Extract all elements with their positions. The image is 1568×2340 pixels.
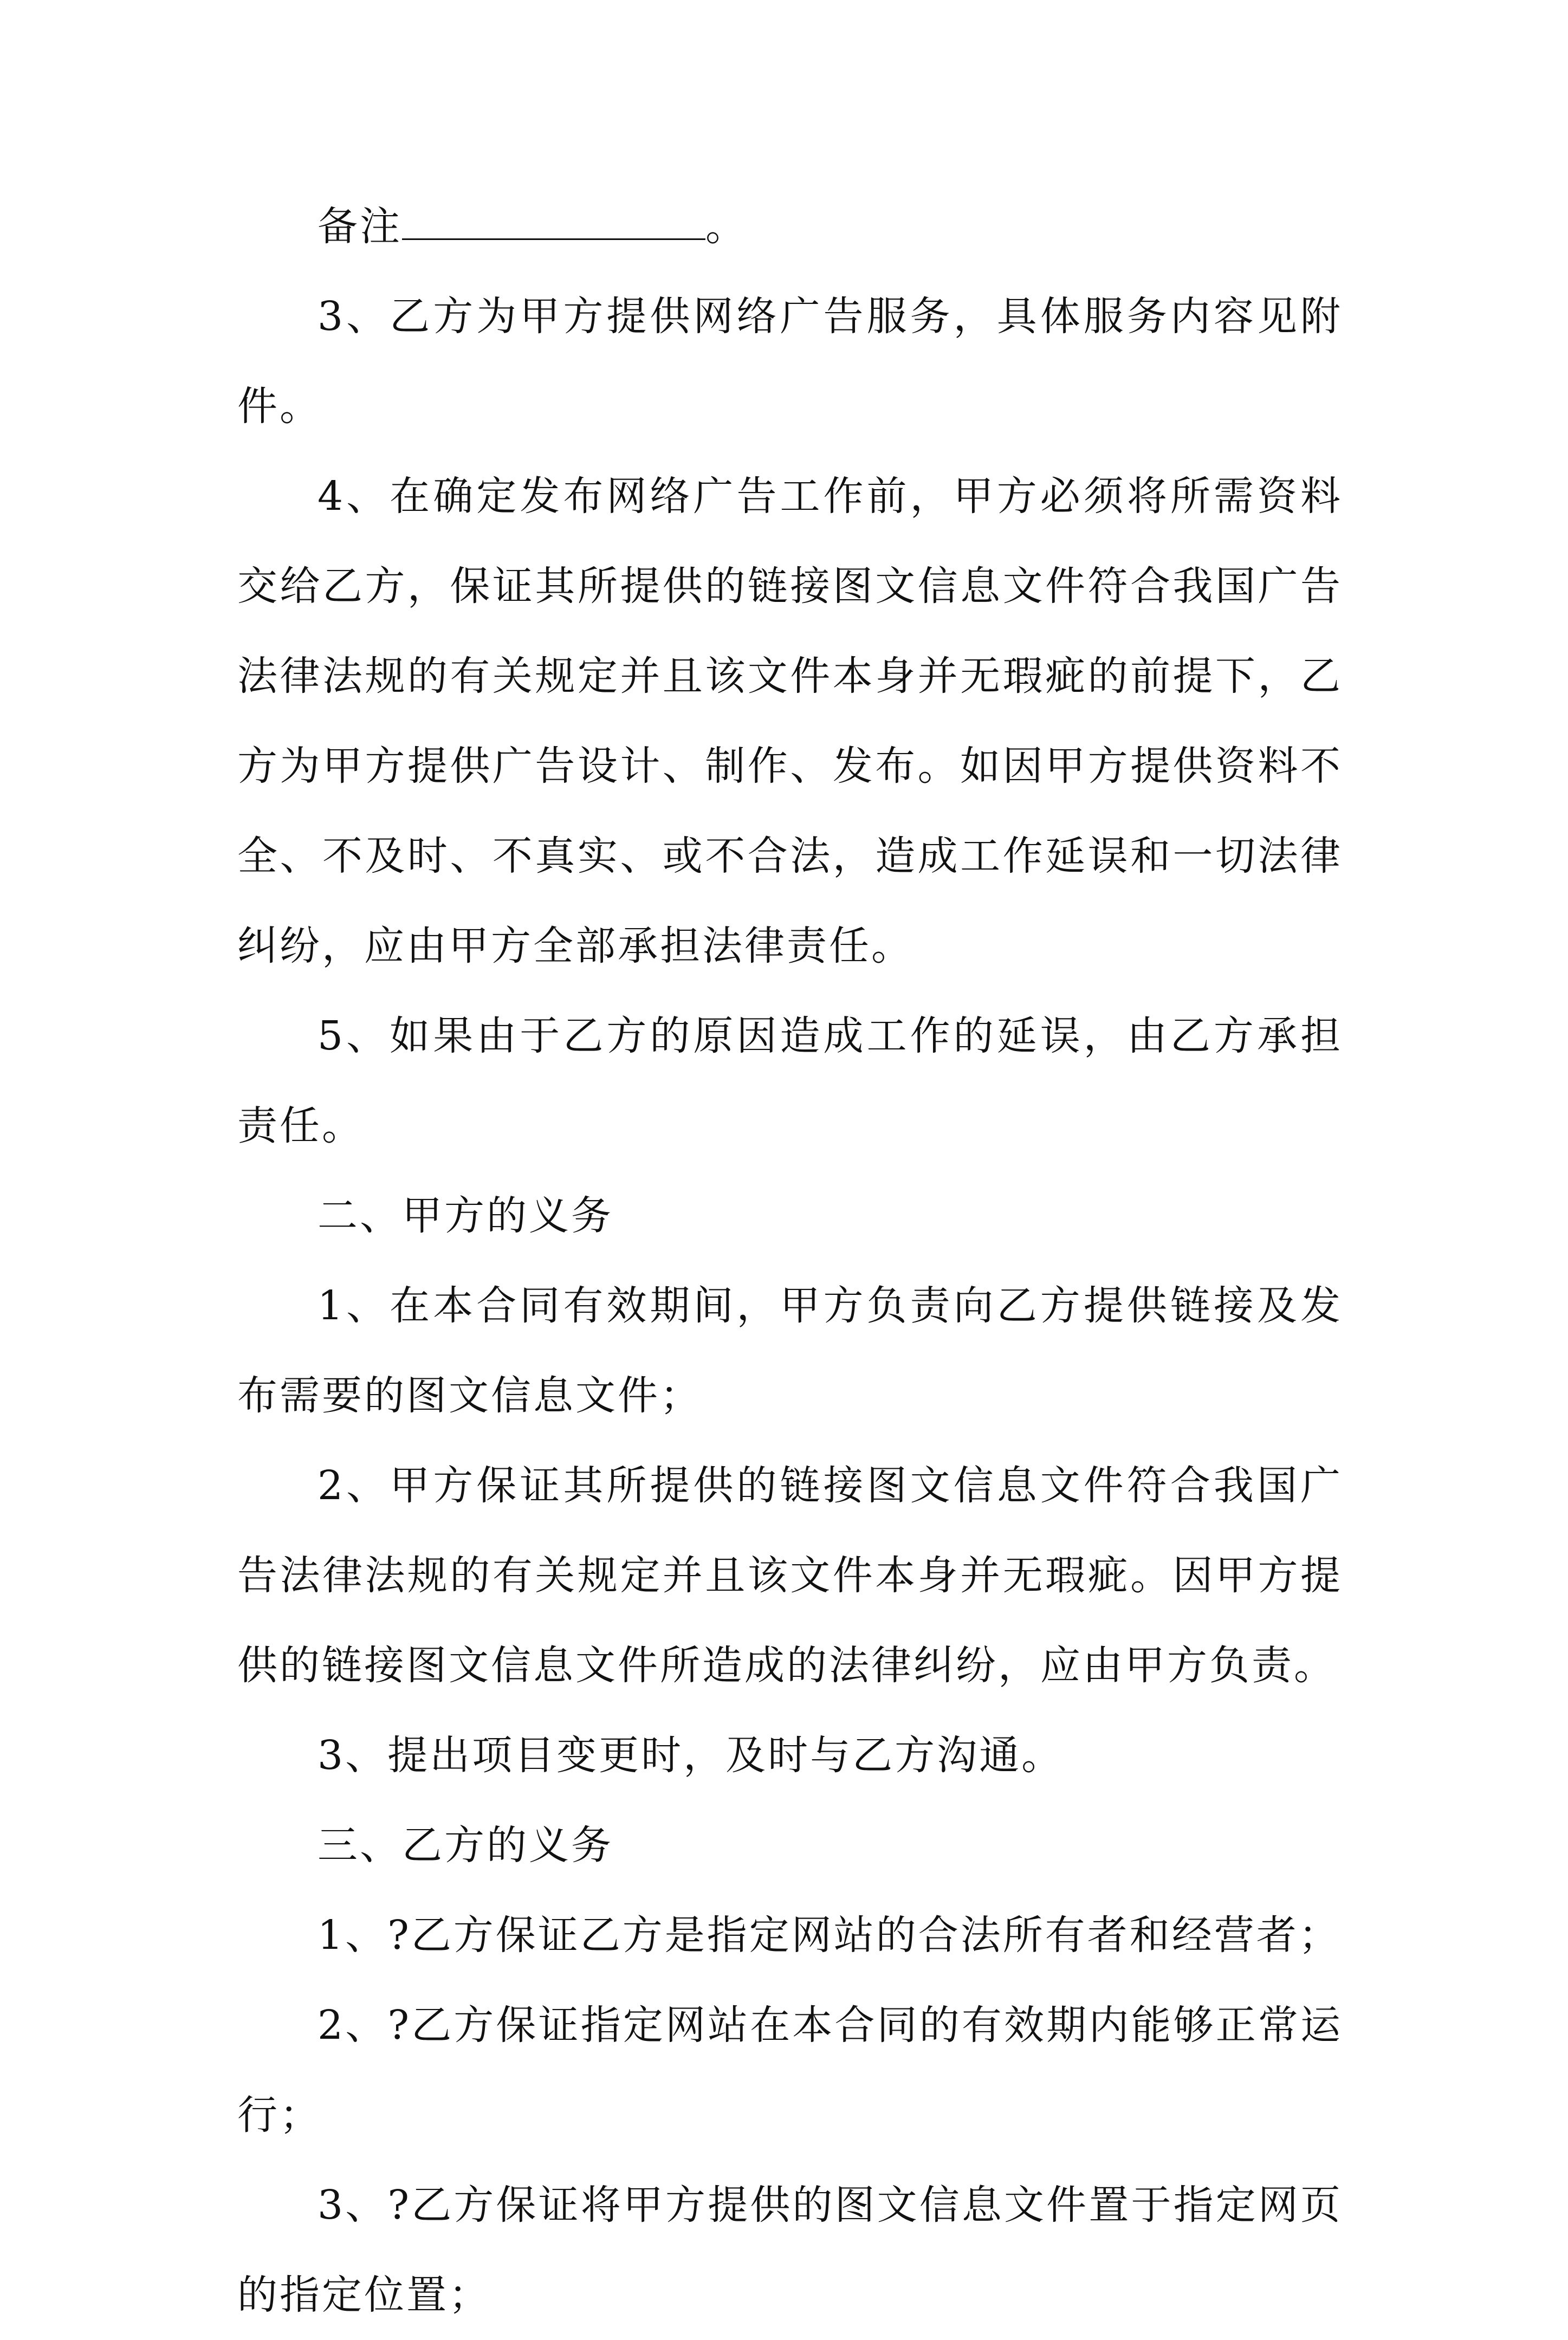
remark-end: 。 [705,203,748,250]
remark-blank-line [402,206,705,240]
paragraph-party-a-obligation-1: 1、在本合同有效期间，甲方负责向乙方提供链接及发布需要的图文信息文件； [237,1282,1343,1419]
paragraph-party-b-obligation-1: 1、?乙方保证乙方是指定网站的合法所有者和经营者； [318,1912,1341,1959]
paragraph-party-a-obligation-3: 3、提出项目变更时，及时与乙方沟通。 [318,1732,1064,1779]
paragraph-delay-responsibility: 5、如果由于乙方的原因造成工作的延误，由乙方承担责任。 [237,1013,1343,1149]
paragraph-party-b-obligation-2: 2、?乙方保证指定网站在本合同的有效期内能够正常运行； [237,2002,1343,2138]
paragraph-party-a-obligation-2: 2、甲方保证其所提供的链接图文信息文件符合我国广告法律法规的有关规定并且该文件本身并无瑕疵。因甲方提供的链接图文信息文件所造成的法律纠纷，应由甲方负责。 [237,1462,1343,1689]
remark-label: 备注 [318,203,402,250]
section-heading-party-b-obligations: 三、乙方的义务 [318,1822,613,1869]
section-heading-party-a-obligations: 二、甲方的义务 [318,1192,613,1239]
document-body [237,182,1343,2340]
paragraph-party-b-obligation-3: 3、?乙方保证将甲方提供的图文信息文件置于指定网页的指定位置； [237,2182,1343,2318]
paragraph-materials-submission: 4、在确定发布网络广告工作前，甲方必须将所需资料交给乙方，保证其所提供的链接图文信息文件符合我国广告法律法规的有关规定并且该文件本身并无瑕疵的前提下，乙方为甲方提供广告设计、制作、发布。如因甲方提供资料不全、不及时、不真实、或不合法，造成工作延误和一切法律纠纷，应由甲方全部承担法律责任。 [237,473,1343,969]
remark-line [237,182,1343,271]
paragraph-service-content: 3、乙方为甲方提供网络广告服务，具体服务内容见附件。 [237,293,1343,430]
